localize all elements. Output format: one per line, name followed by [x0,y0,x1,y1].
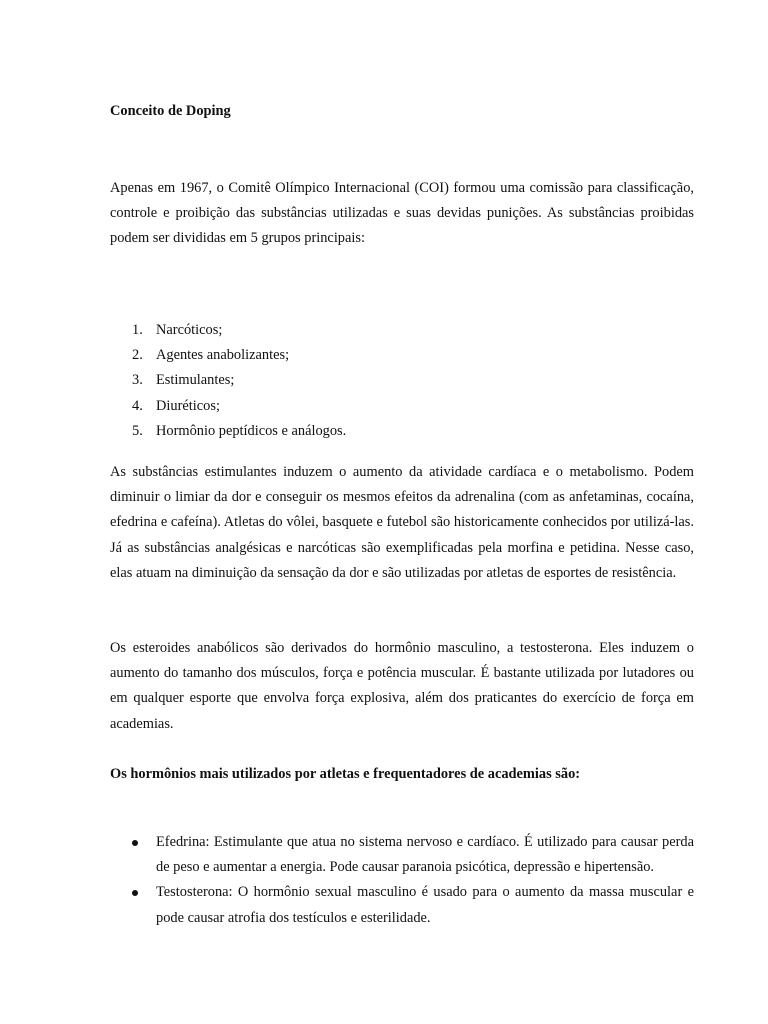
bullet-icon [132,840,138,846]
list-text: Diuréticos; [156,397,220,414]
list-text: Hormônio peptídicos e análogos. [156,422,347,439]
list-number: 5. [132,422,143,439]
list-text: Efedrina: Estimulante que atua no sistema nervoso e cardíaco. É utilizado para causar perda de peso e aumentar a energia. Pode causar paranoia psicótica, depressão e hipertensão. [156,834,694,876]
list-number: 1. [132,322,143,338]
list-text: Estimulantes; [156,372,235,389]
hormones-list [110,830,694,931]
list-text: Agentes anabolizantes; [156,347,290,364]
bullet-icon [132,890,138,896]
list-number: 3. [132,372,143,389]
list-number: 4. [132,397,143,414]
list-item [110,830,694,880]
list-text: Testosterona: O hormônio sexual masculino é usado para o aumento da massa muscular e pode causar atrofia dos testículos e esterilidade. [156,884,694,926]
steroids-paragraph: Os esteroides anabólicos são derivados do hormônio masculino, a testosterona. Eles induzem o aumento do tamanho dos músculos, força e potência muscular. É bastante utilizada por lutadores ou em qualquer esporte que envolva força explosiva, além dos praticantes do exercício de força em academias. [110,640,694,732]
list-text: Narcóticos; [156,322,223,338]
hormones-heading: Os hormônios mais utilizados por atletas e frequentadores de academias são: [110,766,581,782]
list-item [110,880,694,930]
intro-paragraph: Apenas em 1967, o Comitê Olímpico Internacional (COI) formou uma comissão para classificação, controle e proibição das substâncias utilizadas e suas devidas punições. As substâncias proibidas podem ser divididas em 5 grupos principais: [110,180,694,247]
stimulants-paragraph: As substâncias estimulantes induzem o aumento da atividade cardíaca e o metabolismo. Podem diminuir o limiar da dor e conseguir os mesmos efeitos da adrenalina (com as anfetaminas, cocaína, efedrina e cafeína). Atletas do vôlei, basquete e futebol são historicamente conhecidos por utilizá-las. Já as substâncias analgésicas e narcóticas são exemplificadas pela morfina e petidina. Nesse caso, elas atuam na diminuição da sensação da dor e são utilizadas por atletas de esportes de resistência. [110,464,694,581]
list-number: 2. [132,347,143,364]
document-title: Conceito de Doping [110,103,231,119]
